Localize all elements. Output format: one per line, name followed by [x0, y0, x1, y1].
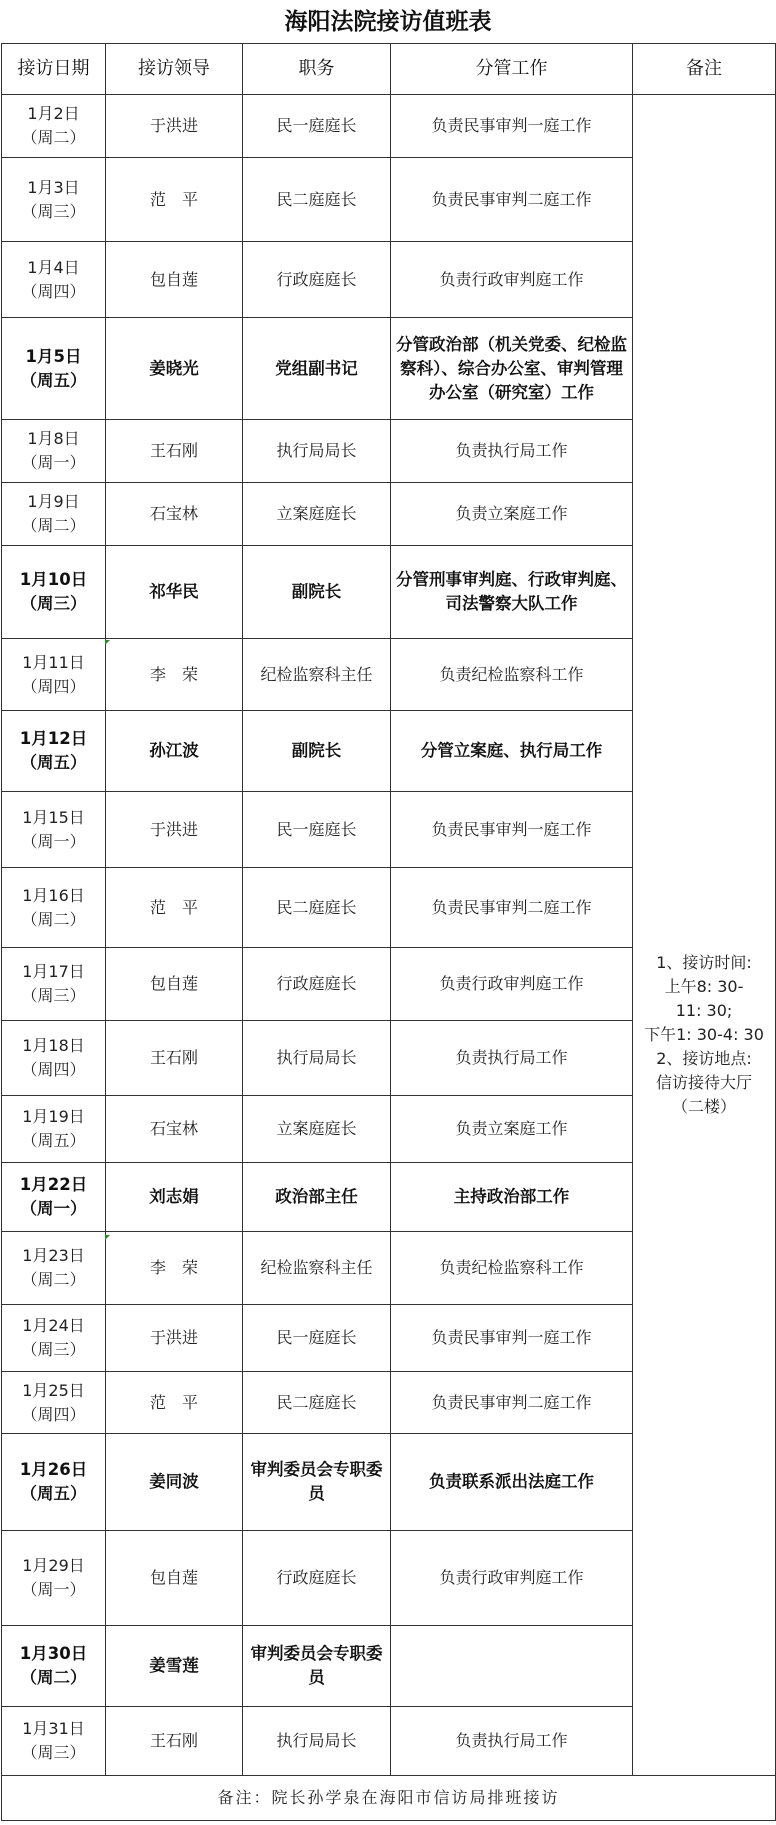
- date-text: 1月5日: [25, 346, 82, 366]
- work-cell: 负责民事审判一庭工作: [391, 792, 633, 868]
- date-text: 1月22日: [19, 1175, 88, 1194]
- date-cell: [2, 1626, 106, 1707]
- date-text: 1月18日: [22, 1036, 85, 1055]
- work-cell: 负责立案庭工作: [391, 483, 633, 546]
- note-line: 1、接访时间:: [656, 953, 752, 972]
- position-cell: 立案庭庭长: [243, 483, 391, 546]
- work-cell: 主持政治部工作: [391, 1163, 633, 1232]
- date-text: 1月31日: [22, 1719, 85, 1738]
- leader-cell: 李 荣: [106, 1232, 243, 1305]
- note-line: 信访接待大厅: [655, 1073, 752, 1092]
- work-cell: 分管刑事审判庭、行政审判庭、司法警察大队工作: [391, 546, 633, 639]
- weekday-text: （周二）: [20, 1668, 87, 1687]
- weekday-text: （周一）: [21, 1580, 86, 1599]
- leader-cell: 姜雪莲: [106, 1626, 243, 1707]
- date-cell: [2, 948, 106, 1021]
- date-text: 1月12日: [19, 729, 88, 748]
- date-cell: [2, 1434, 106, 1531]
- weekday-text: （周四）: [21, 1060, 86, 1079]
- header-row: [2, 44, 776, 95]
- date-text: 1月9日: [27, 492, 80, 511]
- header-work: 分管工作: [391, 44, 633, 95]
- date-text: 1月19日: [22, 1107, 85, 1126]
- date-text: 1月24日: [22, 1316, 85, 1335]
- weekday-text: （周二）: [21, 909, 86, 929]
- position-cell: 副院长: [243, 711, 391, 792]
- weekday-text: （周五）: [21, 1131, 86, 1150]
- leader-cell: 姜晓光: [106, 318, 243, 420]
- work-cell: 负责执行局工作: [391, 1021, 633, 1096]
- leader-cell: 李 荣: [106, 639, 243, 711]
- position-cell: 民二庭庭长: [243, 868, 391, 948]
- cell-marker-icon: [105, 640, 110, 645]
- position-cell: 执行局局长: [243, 1021, 391, 1096]
- date-text: 1月17日: [22, 962, 85, 981]
- note-line: 上午8: 30-: [664, 977, 744, 996]
- work-cell: 负责行政审判庭工作: [391, 242, 633, 318]
- footer-remark: 备注：院长孙学泉在海阳市信访局排班接访: [2, 1776, 776, 1821]
- date-cell: [2, 868, 106, 948]
- weekday-text: （周三）: [21, 986, 86, 1005]
- leader-cell: 姜同波: [106, 1434, 243, 1531]
- work-cell: 负责民事审判一庭工作: [391, 95, 633, 158]
- weekday-text: （周二）: [21, 1270, 86, 1289]
- date-cell: [2, 792, 106, 868]
- footer-row: [2, 1776, 776, 1821]
- leader-cell: 范 平: [106, 868, 243, 948]
- date-cell: [2, 546, 106, 639]
- note-line: 下午1: 30-4: 30: [644, 1025, 764, 1044]
- date-text: 1月30日: [19, 1644, 88, 1663]
- date-text: 1月25日: [22, 1380, 85, 1400]
- position-cell: 审判委员会专职委员: [243, 1626, 391, 1707]
- position-cell: 审判委员会专职委员: [243, 1434, 391, 1531]
- date-cell: [2, 711, 106, 792]
- date-text: 1月10日: [19, 570, 88, 589]
- date-cell: [2, 318, 106, 420]
- leader-cell: 王石刚: [106, 1707, 243, 1776]
- weekday-text: （周一）: [20, 1199, 87, 1218]
- date-cell: [2, 1096, 106, 1163]
- note-line: 11: 30;: [675, 1001, 733, 1020]
- work-cell: [391, 1626, 633, 1707]
- weekday-text: （周二）: [21, 128, 86, 147]
- work-cell: 负责联系派出法庭工作: [391, 1434, 633, 1531]
- position-cell: 副院长: [243, 546, 391, 639]
- header-leader: 接访领导: [106, 44, 243, 95]
- position-cell: 政治部主任: [243, 1163, 391, 1232]
- date-text: 1月4日: [27, 257, 80, 277]
- work-cell: 负责行政审判庭工作: [391, 948, 633, 1021]
- leader-cell: 范 平: [106, 158, 243, 242]
- leader-cell: 于洪进: [106, 1305, 243, 1372]
- leader-cell: 包自莲: [106, 948, 243, 1021]
- leader-cell: 包自莲: [106, 242, 243, 318]
- date-cell: [2, 1163, 106, 1232]
- work-cell: 负责民事审判一庭工作: [391, 1305, 633, 1372]
- date-cell: [2, 483, 106, 546]
- work-cell: 负责执行局工作: [391, 420, 633, 483]
- position-cell: 民一庭庭长: [243, 95, 391, 158]
- date-cell: [2, 1372, 106, 1434]
- date-text: 1月29日: [22, 1556, 85, 1575]
- work-cell: 负责民事审判二庭工作: [391, 158, 633, 242]
- position-cell: 行政庭庭长: [243, 948, 391, 1021]
- weekday-text: （周三）: [20, 594, 87, 613]
- date-cell: [2, 420, 106, 483]
- header-note: 备注: [633, 44, 776, 95]
- work-cell: 负责执行局工作: [391, 1707, 633, 1776]
- leader-cell: 刘志娟: [106, 1163, 243, 1232]
- position-cell: 民一庭庭长: [243, 1305, 391, 1372]
- position-cell: 纪检监察科主任: [243, 1232, 391, 1305]
- cell-marker-icon: [105, 1235, 110, 1240]
- position-cell: 民一庭庭长: [243, 792, 391, 868]
- leader-cell: 王石刚: [106, 1021, 243, 1096]
- weekday-text: （周五）: [20, 1484, 87, 1503]
- leader-cell: 范 平: [106, 1372, 243, 1434]
- date-text: 1月26日: [19, 1460, 88, 1479]
- position-cell: 民二庭庭长: [243, 158, 391, 242]
- work-cell: 负责行政审判庭工作: [391, 1531, 633, 1626]
- position-cell: 行政庭庭长: [243, 242, 391, 318]
- work-cell: 分管立案庭、执行局工作: [391, 711, 633, 792]
- work-cell: 负责纪检监察科工作: [391, 639, 633, 711]
- date-text: 1月15日: [22, 807, 85, 827]
- work-cell: 分管政治部（机关党委、纪检监察科）、综合办公室、审判管理办公室（研究室）工作: [391, 318, 633, 420]
- date-text: 1月11日: [22, 652, 85, 672]
- position-cell: 执行局局长: [243, 1707, 391, 1776]
- leader-cell: 孙江波: [106, 711, 243, 792]
- header-position: 职务: [243, 44, 391, 95]
- leader-cell: 包自莲: [106, 1531, 243, 1626]
- leader-cell: 石宝林: [106, 1096, 243, 1163]
- table-row: [2, 95, 776, 158]
- leader-cell: 王石刚: [106, 420, 243, 483]
- work-cell: 负责纪检监察科工作: [391, 1232, 633, 1305]
- weekday-text: （周四）: [21, 1404, 86, 1424]
- date-cell: [2, 158, 106, 242]
- leader-cell: 于洪进: [106, 95, 243, 158]
- note-line: 2、接访地点:: [656, 1049, 752, 1068]
- position-cell: 立案庭庭长: [243, 1096, 391, 1163]
- date-text: 1月2日: [27, 104, 80, 123]
- weekday-text: （周四）: [21, 281, 86, 301]
- weekday-text: （周一）: [21, 831, 86, 851]
- date-cell: [2, 1305, 106, 1372]
- date-text: 1月16日: [22, 885, 85, 905]
- date-cell: [2, 95, 106, 158]
- weekday-text: （周四）: [21, 676, 86, 696]
- date-cell: [2, 1707, 106, 1776]
- page-title: 海阳法院接访值班表: [284, 8, 492, 35]
- weekday-text: （周一）: [21, 453, 86, 472]
- weekday-text: （周五）: [20, 370, 87, 390]
- position-cell: 民二庭庭长: [243, 1372, 391, 1434]
- date-text: 1月23日: [22, 1246, 85, 1265]
- note-cell: [633, 95, 776, 1776]
- weekday-text: （周三）: [21, 1743, 86, 1762]
- position-cell: 执行局局长: [243, 420, 391, 483]
- position-cell: 党组副书记: [243, 318, 391, 420]
- date-text: 1月3日: [27, 177, 80, 197]
- date-cell: [2, 1531, 106, 1626]
- weekday-text: （周三）: [21, 1340, 86, 1359]
- roster-table: [1, 43, 776, 1821]
- leader-cell: 祁华民: [106, 546, 243, 639]
- date-text: 1月8日: [27, 429, 80, 448]
- date-cell: [2, 1232, 106, 1305]
- leader-cell: 于洪进: [106, 792, 243, 868]
- work-cell: 负责立案庭工作: [391, 1096, 633, 1163]
- roster-body: [2, 95, 776, 1776]
- leader-cell: 石宝林: [106, 483, 243, 546]
- note-line: （二楼）: [671, 1097, 736, 1116]
- position-cell: 纪检监察科主任: [243, 639, 391, 711]
- date-cell: [2, 639, 106, 711]
- weekday-text: （周二）: [21, 516, 86, 535]
- work-cell: 负责民事审判二庭工作: [391, 1372, 633, 1434]
- date-cell: [2, 242, 106, 318]
- header-date: 接访日期: [2, 44, 106, 95]
- weekday-text: （周三）: [21, 201, 86, 221]
- position-cell: 行政庭庭长: [243, 1531, 391, 1626]
- date-cell: [2, 1021, 106, 1096]
- weekday-text: （周五）: [20, 753, 87, 772]
- work-cell: 负责民事审判二庭工作: [391, 868, 633, 948]
